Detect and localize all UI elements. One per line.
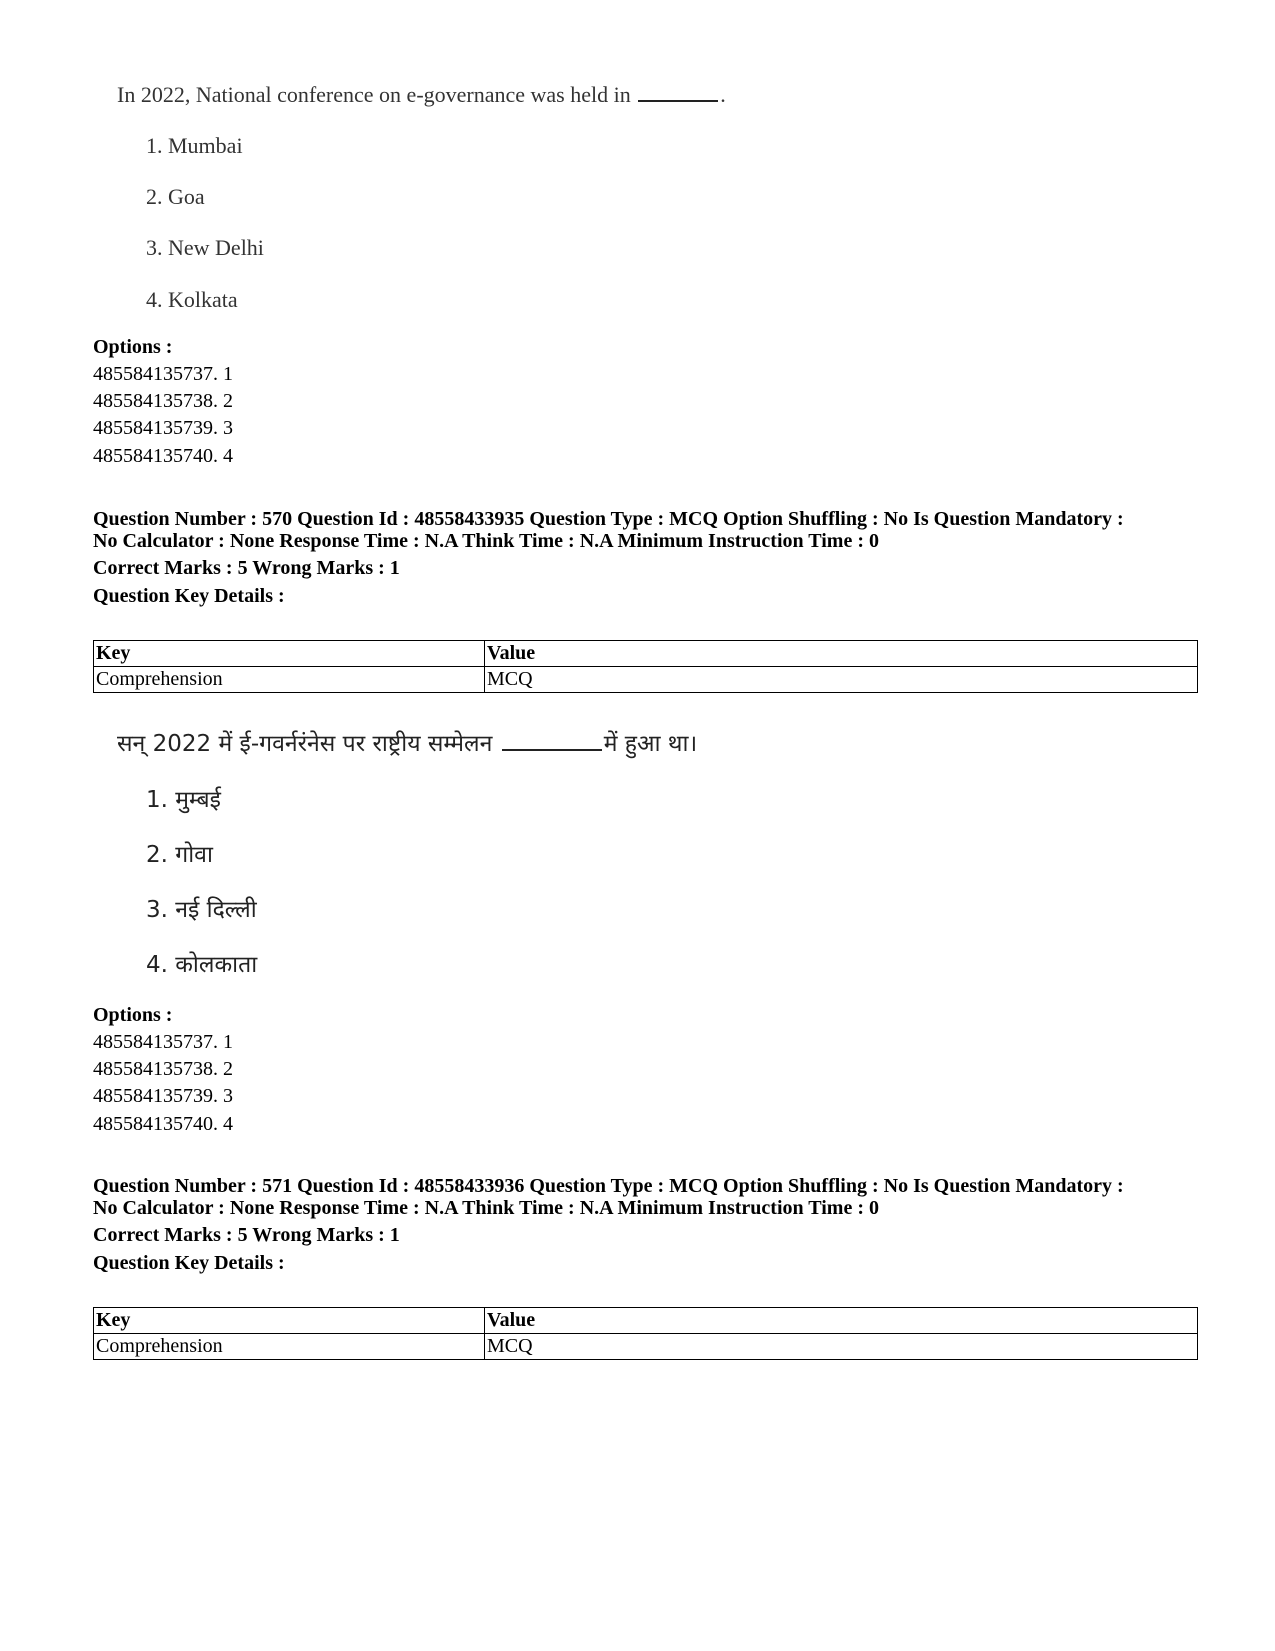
- table-header-key: Key: [94, 1308, 485, 1334]
- option-id-2: 485584135738. 2: [93, 1058, 233, 1080]
- choice-hi-4: 4. कोलकाता: [146, 952, 258, 978]
- question-text-hi: [117, 726, 697, 758]
- option-id-1: 485584135737. 1: [93, 363, 233, 385]
- table-header-key: Key: [94, 641, 485, 667]
- table-row: [94, 1334, 1198, 1360]
- table-header-row: [94, 641, 1198, 667]
- marks-line: Correct Marks : 5 Wrong Marks : 1: [93, 557, 400, 579]
- question-stem-hi: सन् 2022 में ई-गवर्नरंनेस पर राष्ट्रीय सम्मेलन: [117, 731, 493, 757]
- choice-hi-2: 2. गोवा: [146, 842, 213, 868]
- options-header: Options :: [93, 1004, 173, 1026]
- table-cell-key: Comprehension: [94, 1334, 485, 1360]
- choice-en-1: 1. Mumbai: [146, 133, 243, 158]
- option-id-4: 485584135740. 4: [93, 1113, 233, 1135]
- choice-en-3: 3. New Delhi: [146, 235, 264, 260]
- table-header-value: Value: [485, 641, 1198, 667]
- table-cell-key: Comprehension: [94, 667, 485, 693]
- question-meta-line-2: No Calculator : None Response Time : N.A Think Time : N.A Minimum Instruction Time : 0: [93, 1197, 879, 1219]
- key-details-header: Question Key Details :: [93, 585, 285, 607]
- choice-en-2: 2. Goa: [146, 184, 205, 209]
- option-id-1: 485584135737. 1: [93, 1031, 233, 1053]
- table-header-row: [94, 1308, 1198, 1334]
- option-id-4: 485584135740. 4: [93, 445, 233, 467]
- question-meta-line-1: Question Number : 571 Question Id : 48558433936 Question Type : MCQ Option Shuffling : No Is Question Mandatory :: [93, 1175, 1124, 1197]
- key-details-table: [93, 640, 1198, 693]
- answer-blank: [638, 99, 718, 102]
- choice-hi-1: 1. मुम्बई: [146, 787, 221, 813]
- question-stem: In 2022, National conference on e-governance was held in: [117, 82, 631, 107]
- table-row: [94, 667, 1198, 693]
- question-text-en: [117, 82, 726, 108]
- table-cell-value: MCQ: [485, 667, 1198, 693]
- key-details-table: [93, 1307, 1198, 1360]
- question-end-hi: में हुआ था।: [603, 731, 698, 757]
- choice-hi-3: 3. नई दिल्ली: [146, 897, 257, 923]
- marks-line: Correct Marks : 5 Wrong Marks : 1: [93, 1224, 400, 1246]
- question-meta-line-1: Question Number : 570 Question Id : 48558433935 Question Type : MCQ Option Shuffling : No Is Question Mandatory :: [93, 508, 1124, 530]
- question-meta-line-2: No Calculator : None Response Time : N.A Think Time : N.A Minimum Instruction Time : 0: [93, 530, 879, 552]
- question-end: .: [720, 82, 726, 107]
- choice-en-4: 4. Kolkata: [146, 287, 238, 312]
- answer-blank-hi: [502, 748, 602, 751]
- key-details-header: Question Key Details :: [93, 1252, 285, 1274]
- table-header-value: Value: [485, 1308, 1198, 1334]
- option-id-2: 485584135738. 2: [93, 390, 233, 412]
- options-header: Options :: [93, 336, 173, 358]
- table-cell-value: MCQ: [485, 1334, 1198, 1360]
- option-id-3: 485584135739. 3: [93, 417, 233, 439]
- option-id-3: 485584135739. 3: [93, 1085, 233, 1107]
